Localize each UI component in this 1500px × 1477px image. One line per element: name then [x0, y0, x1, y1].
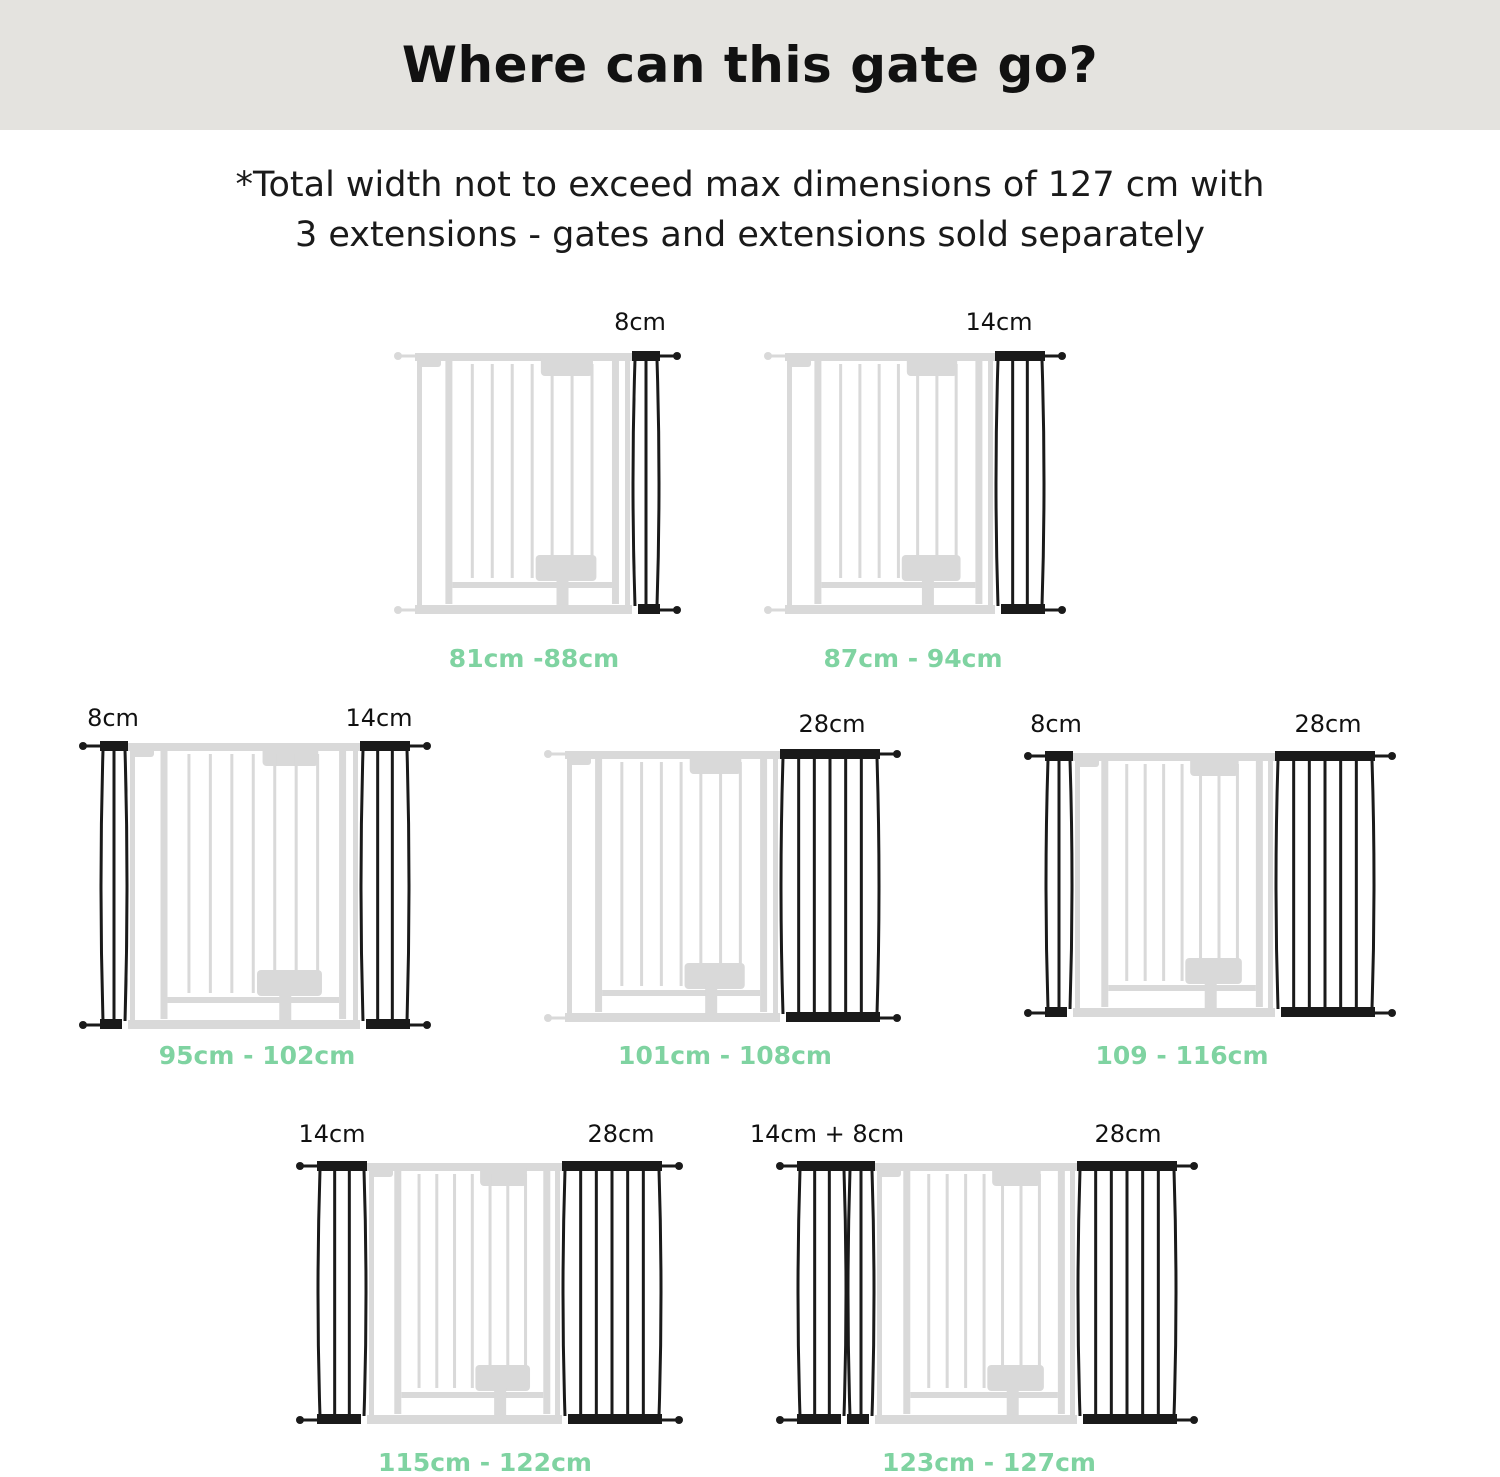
gate-frame [875, 1163, 1077, 1424]
bolt-left [394, 606, 402, 614]
extension-label-left: 14cm + 8cm [749, 1120, 905, 1148]
width-range-label: 81cm -88cm [448, 644, 620, 673]
gate-config-6 [297, 1160, 682, 1430]
note-line-2: 3 extensions - gates and extensions sold separately [294, 215, 1206, 255]
bolt-left [544, 750, 552, 758]
bolt-right [1190, 1416, 1198, 1424]
bolt-left [296, 1162, 304, 1170]
extension-panel [1077, 1161, 1177, 1424]
extension-panel [1275, 751, 1375, 1017]
width-range-label: 109 - 116cm [1095, 1041, 1269, 1070]
width-range-label: 87cm - 94cm [823, 644, 1003, 673]
width-range-label: 95cm - 102cm [158, 1041, 356, 1070]
bolt-left [776, 1162, 784, 1170]
extension-label-right: 28cm [798, 710, 866, 738]
extension-label-right: 28cm [1294, 710, 1362, 738]
extension-panel [360, 741, 410, 1029]
gate-drawing [395, 350, 680, 620]
gate-frame [128, 743, 360, 1029]
extension-label-right: 14cm [345, 704, 413, 732]
extension-label-left: 8cm [1030, 710, 1082, 738]
bolt-left [1024, 1009, 1032, 1017]
bolt-right [1388, 752, 1396, 760]
gate-config-1 [395, 350, 680, 620]
bolt-left [764, 352, 772, 360]
bolt-right [893, 1014, 901, 1022]
bolt-right [1058, 606, 1066, 614]
extension-label-right: 14cm [965, 308, 1033, 336]
bolt-right [893, 750, 901, 758]
extension-panel [847, 1161, 875, 1424]
gate-config-5 [1025, 750, 1395, 1023]
extension-panel [632, 351, 660, 614]
bolt-left [1024, 752, 1032, 760]
bolt-right [675, 1162, 683, 1170]
extension-panel [100, 741, 128, 1029]
bolt-left [296, 1416, 304, 1424]
gate-frame [367, 1163, 562, 1424]
bolt-left [776, 1416, 784, 1424]
width-range-label: 115cm - 122cm [378, 1448, 592, 1477]
extension-panel [1045, 751, 1073, 1017]
extension-panel [797, 1161, 847, 1424]
extension-panel [317, 1161, 367, 1424]
gate-drawing [297, 1160, 682, 1430]
bolt-right [675, 1416, 683, 1424]
gate-frame [415, 353, 632, 614]
page-title: Where can this gate go? [401, 36, 1099, 94]
gate-drawing [545, 748, 900, 1028]
bolt-right [423, 1021, 431, 1029]
extension-panel [562, 1161, 662, 1424]
extension-label-right: 28cm [1094, 1120, 1162, 1148]
width-range-label: 101cm - 108cm [618, 1041, 832, 1070]
extension-label-right: 28cm [587, 1120, 655, 1148]
gate-frame [565, 751, 780, 1022]
gate-config-7 [777, 1160, 1197, 1430]
gate-drawing [777, 1160, 1197, 1430]
gate-frame [1073, 753, 1275, 1017]
extension-panel [995, 351, 1045, 614]
extension-label-left: 8cm [87, 704, 139, 732]
extension-panel [780, 749, 880, 1022]
bolt-left [79, 742, 87, 750]
gate-config-3 [80, 740, 430, 1035]
note-line-1: *Total width not to exceed max dimensions of 127 cm with [235, 165, 1265, 205]
width-note [0, 160, 1500, 260]
bolt-right [1388, 1009, 1396, 1017]
gate-drawing [80, 740, 430, 1035]
gate-frame [785, 353, 995, 614]
bolt-right [1190, 1162, 1198, 1170]
width-range-label: 123cm - 127cm [882, 1448, 1096, 1477]
bolt-right [1058, 352, 1066, 360]
bolt-right [423, 742, 431, 750]
gate-config-2 [765, 350, 1065, 620]
gate-config-4 [545, 748, 900, 1028]
gate-drawing [765, 350, 1065, 620]
gate-drawing [1025, 750, 1395, 1023]
bolt-right [673, 352, 681, 360]
extension-label-right: 8cm [614, 308, 666, 336]
bolt-left [394, 352, 402, 360]
header-banner [0, 0, 1500, 130]
bolt-right [673, 606, 681, 614]
bolt-left [764, 606, 772, 614]
bolt-left [544, 1014, 552, 1022]
extension-label-left: 14cm [298, 1120, 366, 1148]
bolt-left [79, 1021, 87, 1029]
